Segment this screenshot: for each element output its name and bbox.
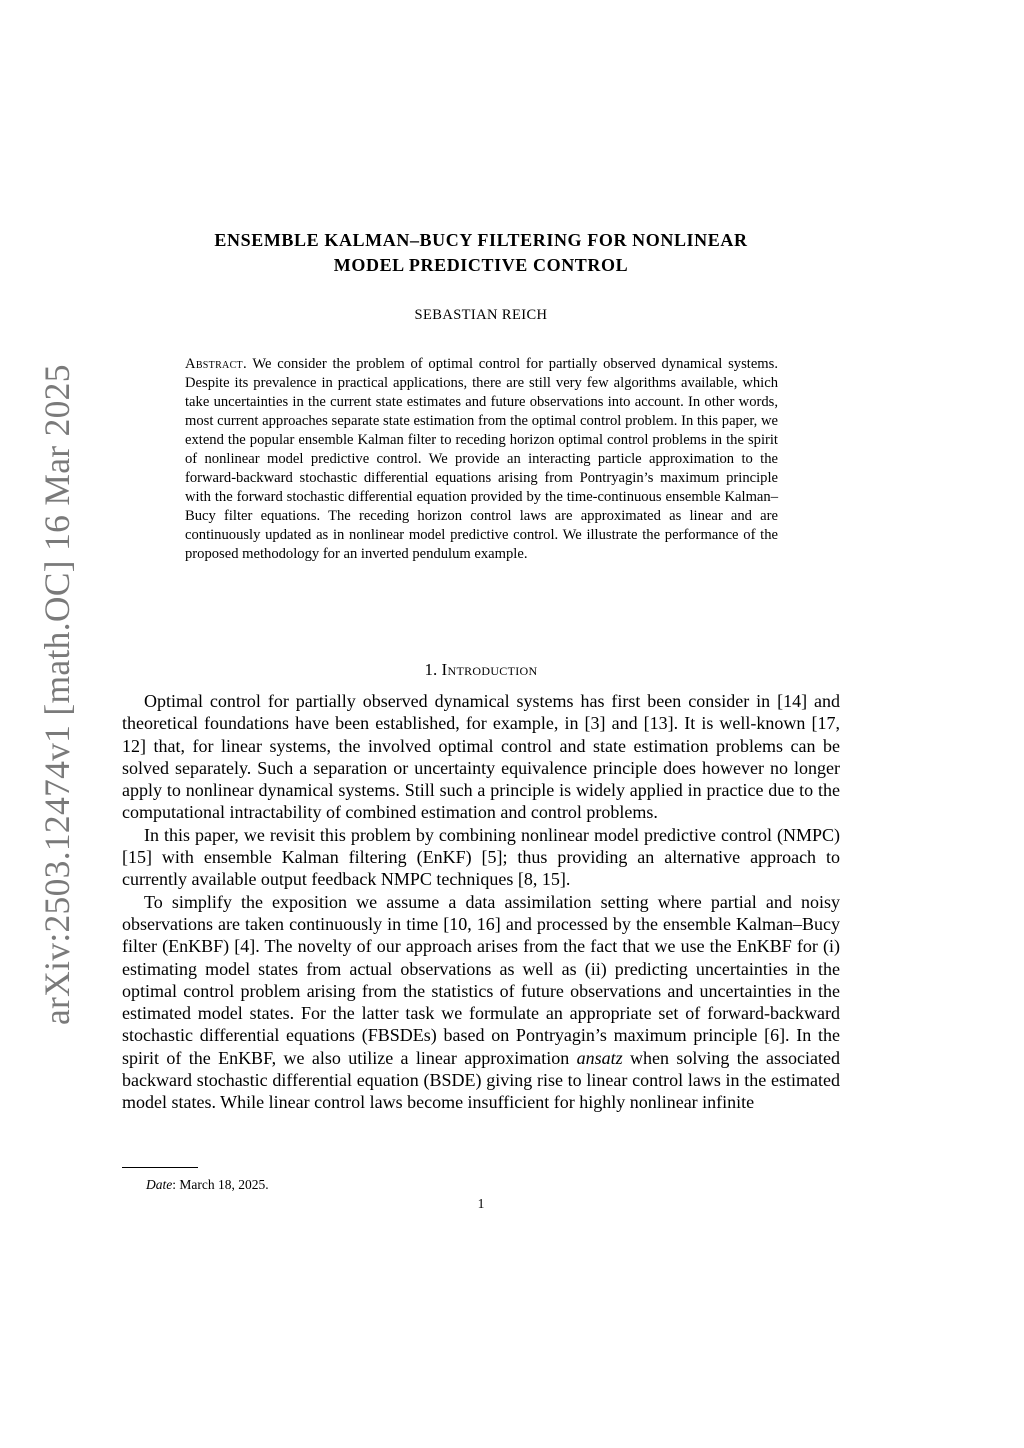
section-heading — [120, 660, 842, 680]
paragraph-1: Optimal control for partially observed dynamical systems has first been consider in [14] and theoretical foundations have been established, for example, in [3] and [13]. It is well-known [17, 12] that, for linear systems, the involved optimal control and state estimation problems can be solved separately. Such a separation or uncertainty equivalence principle does however no longer apply to nonlinear dynamical systems. Still such a principle is widely applied in practice due to the computational intractability of combined estimation and control problems. — [122, 691, 840, 823]
paragraph-3 — [122, 891, 840, 1114]
paragraph-3-part-2: when solving the associated backward stochastic differential equation (BSDE) giving rise to linear control laws in the estimated model states. While linear control laws become insufficient for highly nonlinear infinite — [122, 1047, 841, 1113]
body-text — [122, 690, 840, 1114]
abstract-label: Abstract. — [185, 356, 247, 372]
footnote-text: : March 18, 2025. — [172, 1177, 269, 1192]
paragraph-3-italic-term: ansatz — [576, 1047, 623, 1068]
page-number: 1 — [477, 1196, 485, 1211]
paper-title-line-2: MODEL PREDICTIVE CONTROL — [333, 255, 629, 275]
paragraph-2: In this paper, we revisit this problem by combining nonlinear model predictive control (NMPC) [15] with ensemble Kalman filtering (EnKF) [5]; thus providing an alternative approach to currently available output feedback NMPC techniques [8, 15]. — [122, 824, 840, 890]
paper-title-line-1: ENSEMBLE KALMAN–BUCY FILTERING FOR NONLINEAR — [214, 230, 748, 250]
author-name: SEBASTIAN REICH — [414, 307, 548, 323]
abstract-text: We consider the problem of optimal control for partially observed dynamical systems. Despite its prevalence in practical applications, there are still very few algorithms available, which take uncertainties in the current state estimates and future observations into account. In other words, most current approaches separate state estimation from the optimal control problem. In this paper, we extend the popular ensemble Kalman filter to receding horizon optimal control problems in the spirit of nonlinear model predictive control. We provide an interacting particle approximation to the forward-backward stochastic differential equations arising from Pontryagin’s maximum principle with the forward stochastic differential equation provided by the time-continuous ensemble Kalman–Bucy filter equations. The receding horizon control laws are approximated as linear and are continuously updated as in nonlinear model predictive control. We illustrate the performance of the proposed methodology for an inverted pendulum example. — [185, 356, 778, 562]
footnote-divider — [122, 1167, 198, 1168]
date-footnote — [146, 1177, 269, 1193]
footnote-label: Date — [146, 1177, 173, 1192]
paragraph-3-part-1: To simplify the exposition we assume a data assimilation setting where partial and noisy observations are taken continuously in time [10, 16] and processed by the ensemble Kalman–Bucy filter (EnKBF) [4]. The novelty of our approach arises from the fact that we use the EnKBF for (i) estimating model states from actual observations as well as (ii) predicting uncertainties in the optimal control problem arising from the statistics of future observations and uncertainties in the estimated model states. For the latter task we formulate an appropriate set of forward-backward stochastic differential equations (FBSDEs) based on Pontryagin’s maximum principle [6]. In the spirit of the EnKBF, we also utilize a linear approximation — [122, 891, 840, 1068]
abstract-block — [185, 355, 778, 564]
arxiv-identifier-stamp: arXiv:2503.12474v1 [math.OC] 16 Mar 2025 — [37, 364, 77, 1025]
section-number: 1. — [424, 660, 438, 679]
section-title: Introduction — [441, 660, 538, 679]
paper-title — [120, 228, 842, 278]
